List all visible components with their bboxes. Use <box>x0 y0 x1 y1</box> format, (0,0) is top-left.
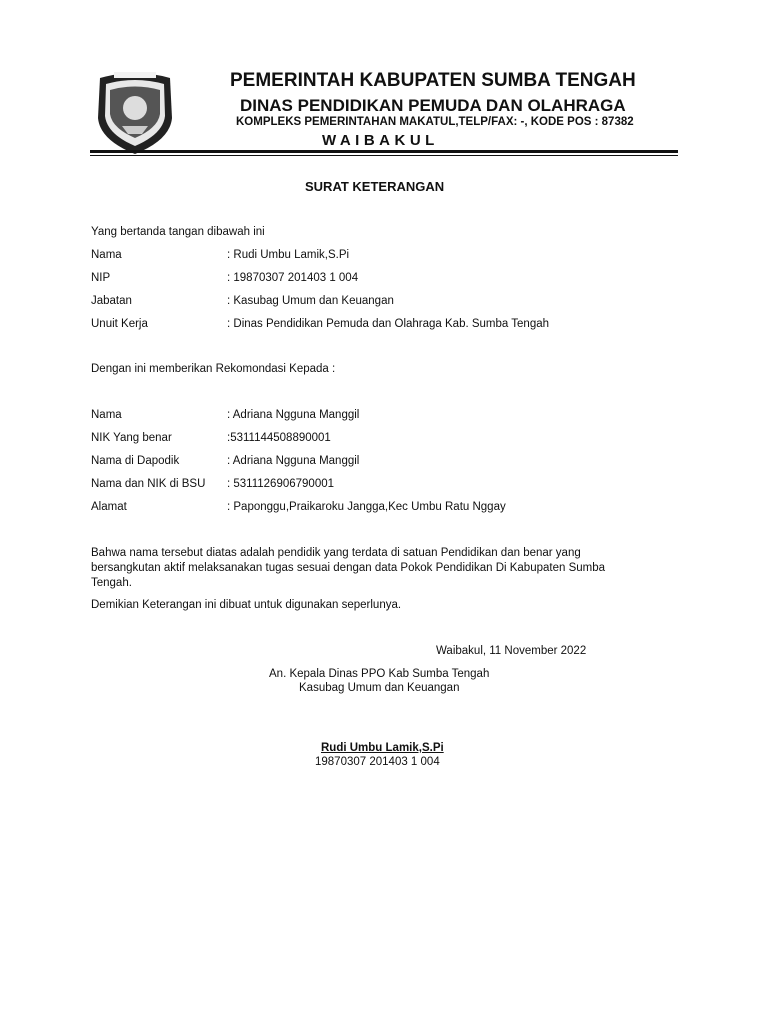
signer-label-name: Nama <box>91 249 122 261</box>
body-line: bersangkutan aktif melaksanakan tugas sesuai dengan data Pokok Pendidikan Di Kabupaten Sumba <box>91 562 606 574</box>
letterhead-divider-thick <box>90 150 678 153</box>
intro-text: Yang bertanda tangan dibawah ini <box>91 226 265 238</box>
letterhead-divider-thin <box>90 155 678 156</box>
signer-label-position: Jabatan <box>91 295 132 307</box>
signer-value-position: : Kasubag Umum dan Keuangan <box>227 295 394 307</box>
subject-value-bsu: : 5311126906790001 <box>227 478 335 490</box>
subject-label-dapodik: Nama di Dapodik <box>91 455 180 467</box>
signer-label-nip: NIP <box>91 272 111 284</box>
subject-value-name: : Adriana Ngguna Manggil <box>227 409 360 421</box>
signer-label-unit: Unuit Kerja <box>91 318 148 330</box>
body-line: Bahwa nama tersebut diatas adalah pendidik yang terdata di satuan Pendidikan dan benar yang <box>91 547 581 559</box>
body-line: Tengah. <box>91 577 132 589</box>
body-paragraph <box>91 546 691 591</box>
subject-label-address: Alamat <box>91 501 127 513</box>
agency-name: PEMERINTAH KABUPATEN SUMBA TENGAH <box>230 70 636 91</box>
agency-address: KOMPLEKS PEMERINTAHAN MAKATUL,TELP/FAX: -, KODE POS : 87382 <box>236 116 634 128</box>
department-name: DINAS PENDIDIKAN PEMUDA DAN OLAHRAGA <box>240 96 626 115</box>
agency-city: WAIBAKUL <box>322 132 439 149</box>
sign-name: Rudi Umbu Lamik,S.Pi <box>321 742 444 754</box>
sign-nip: 19870307 201403 1 004 <box>315 756 440 768</box>
signer-value-nip: : 19870307 201403 1 004 <box>227 272 359 284</box>
recommend-line: Dengan ini memberikan Rekomondasi Kepada : <box>91 363 336 375</box>
regency-emblem-icon <box>92 68 178 156</box>
subject-label-nik: NIK Yang benar <box>91 432 172 444</box>
sign-position: Kasubag Umum dan Keuangan <box>299 682 460 694</box>
closing-text: Demikian Keterangan ini dibuat untuk digunakan seperlunya. <box>91 599 402 611</box>
signer-value-name: : Rudi Umbu Lamik,S.Pi <box>227 249 350 261</box>
subject-label-name: Nama <box>91 409 122 421</box>
subject-value-dapodik: : Adriana Ngguna Manggil <box>227 455 360 467</box>
document-title: SURAT KETERANGAN <box>305 179 445 194</box>
place-date: Waibakul, 11 November 2022 <box>436 645 587 657</box>
subject-value-nik: :5311144508890001 <box>227 432 331 444</box>
signer-value-unit: : Dinas Pendidikan Pemuda dan Olahraga Kab. Sumba Tengah <box>227 318 550 330</box>
sign-on-behalf: An. Kepala Dinas PPO Kab Sumba Tengah <box>269 668 490 680</box>
subject-value-address: : Paponggu,Praikaroku Jangga,Kec Umbu Ratu Nggay <box>227 501 506 513</box>
subject-label-bsu: Nama dan NIK di BSU <box>91 478 206 490</box>
